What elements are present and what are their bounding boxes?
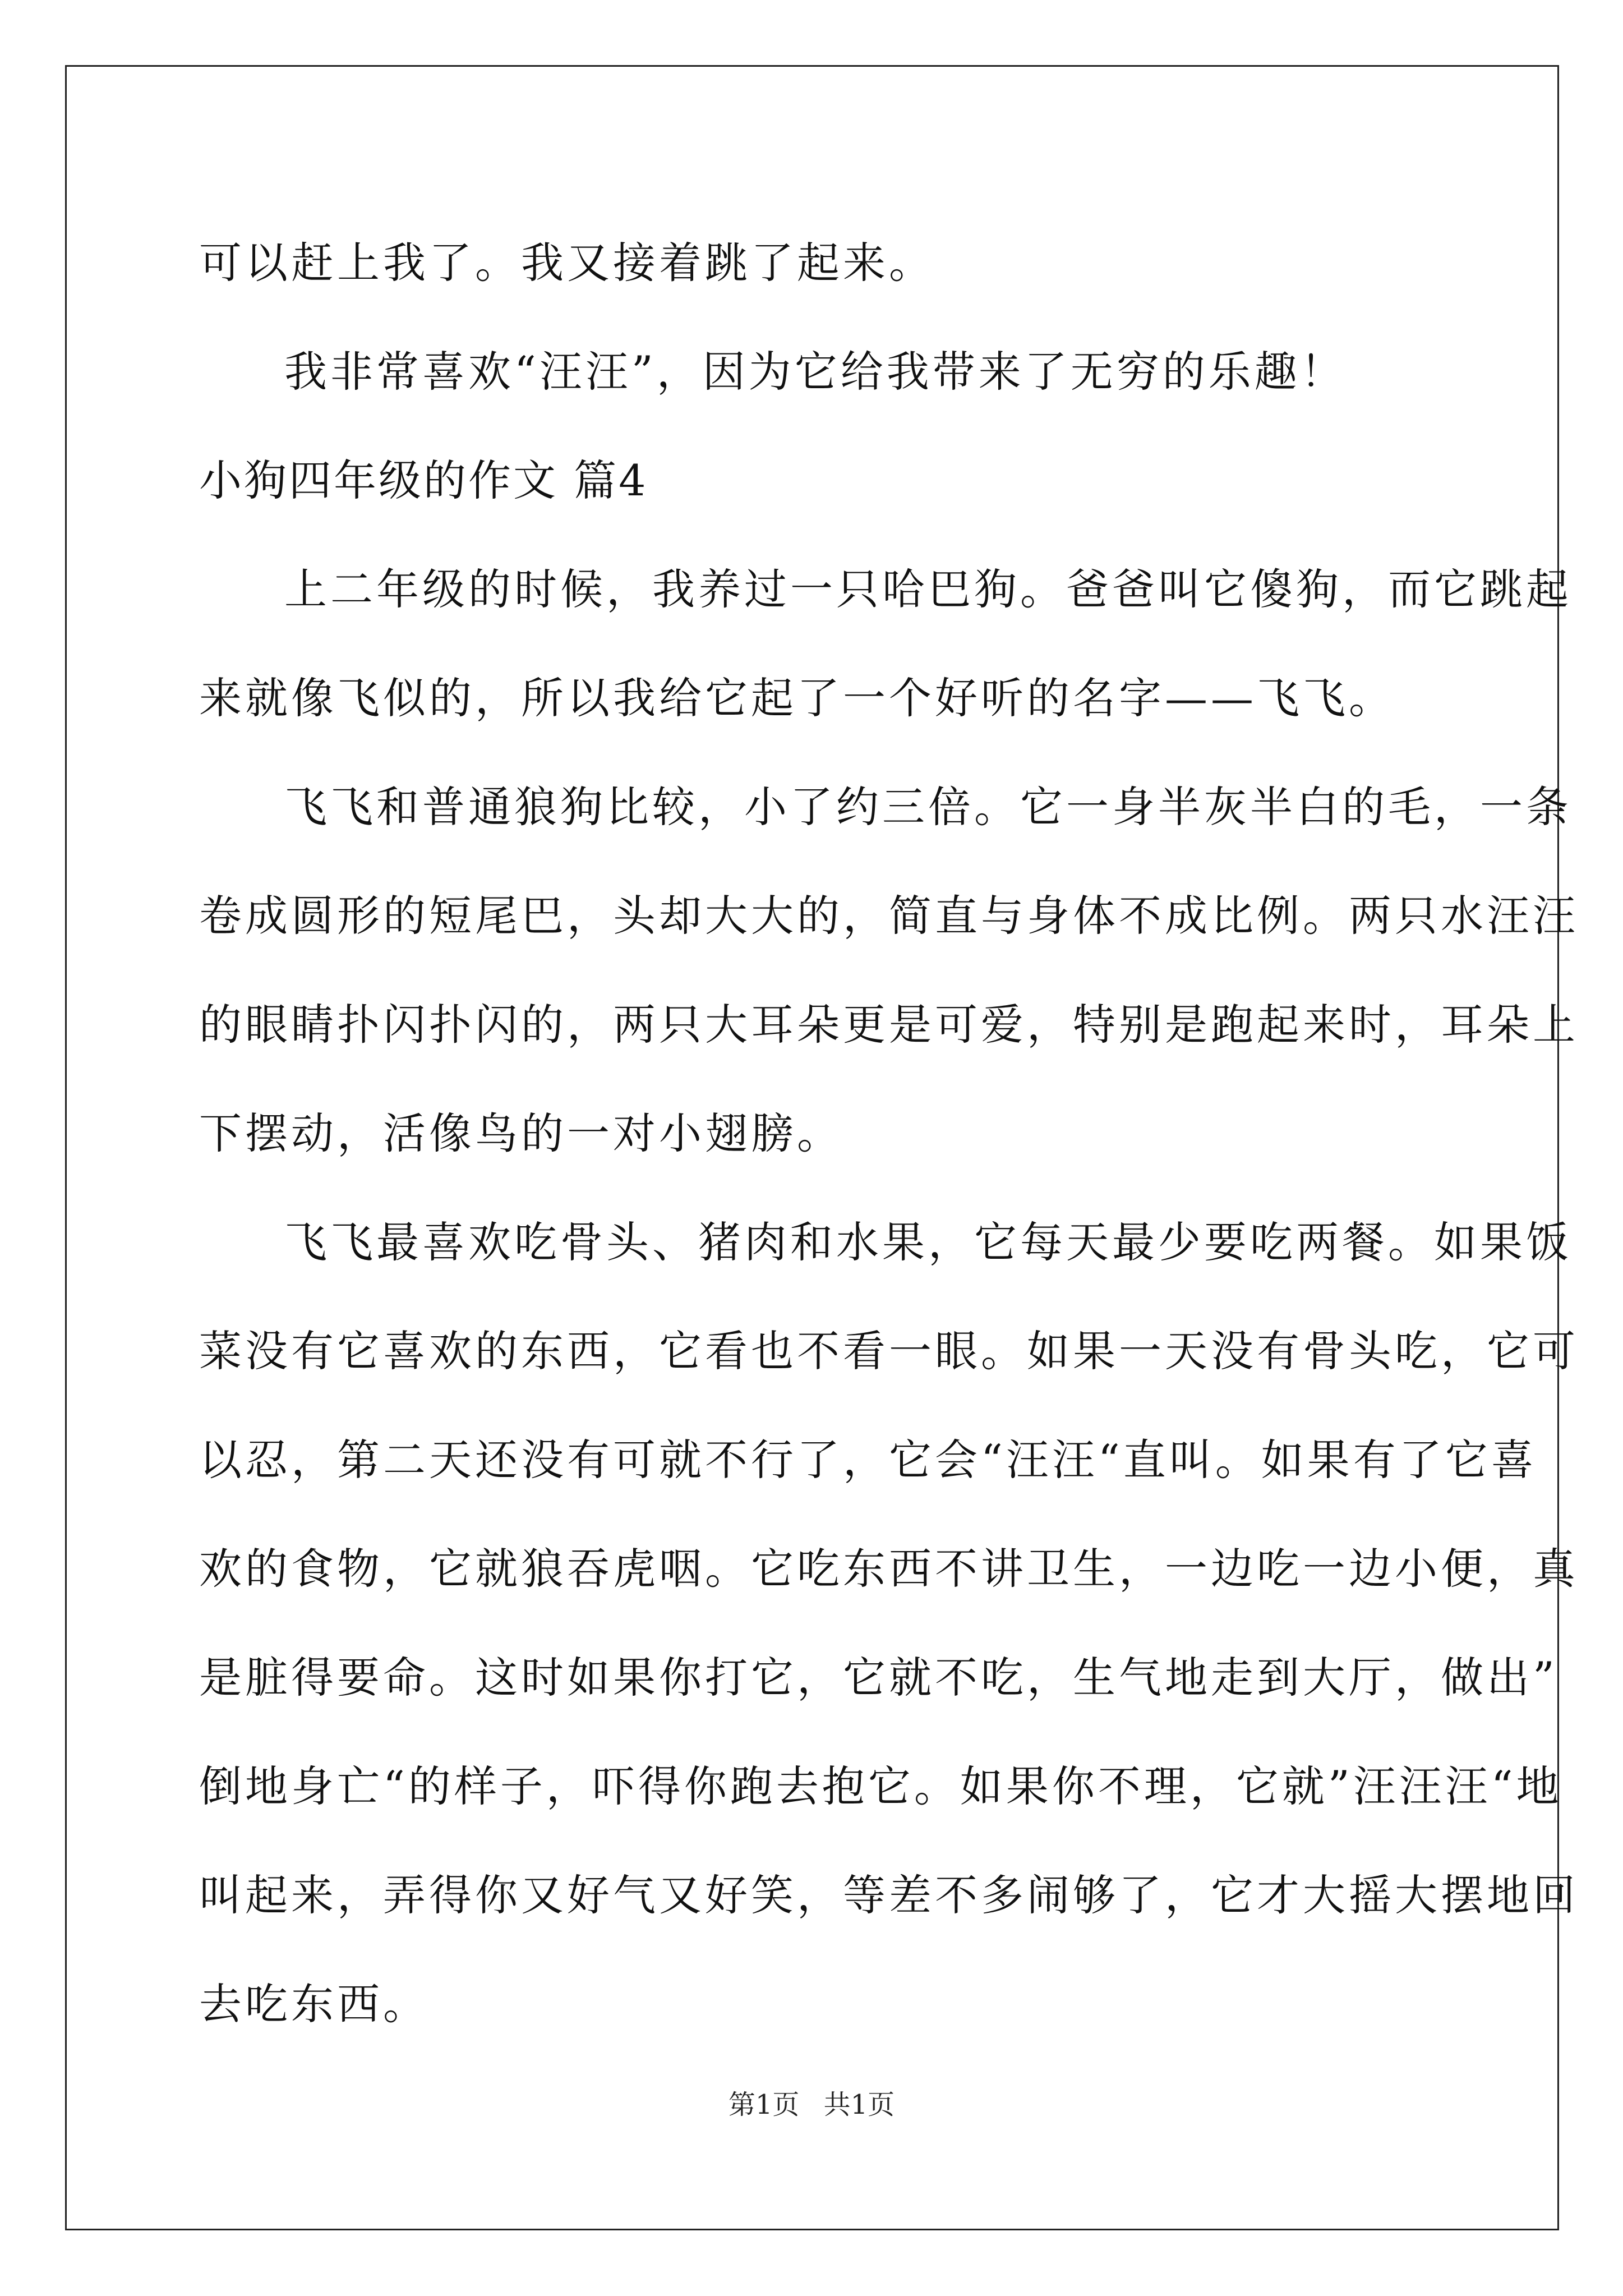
page-number-current: 第1页 xyxy=(728,2089,800,2120)
text-line-15: 倒地身亡“的样子，吓得你跑去抱它。如果你不理，它就”汪汪汪“地 xyxy=(199,1761,1562,1811)
section-heading: 小狗四年级的作文 篇4 xyxy=(199,455,648,505)
text-line-1: 可以赶上我了。我又接着跳了起来。 xyxy=(199,238,935,288)
page-footer xyxy=(0,2088,1623,2122)
text-line-13: 欢的食物，它就狼吞虎咽。它吃东西不讲卫生，一边吃一边小便，真 xyxy=(199,1544,1579,1594)
text-line-12: 以忍，第二天还没有可就不行了，它会“汪汪“直叫。如果有了它喜 xyxy=(199,1435,1537,1485)
text-line-16: 叫起来，弄得你又好气又好笑，等差不多闹够了，它才大摇大摆地回 xyxy=(199,1870,1579,1920)
text-line-8: 的眼睛扑闪扑闪的，两只大耳朵更是可爱，特别是跑起来时，耳朵上 xyxy=(199,1000,1579,1050)
page-number-total: 共1页 xyxy=(823,2089,895,2120)
text-line-11: 菜没有它喜欢的东西，它看也不看一眼。如果一天没有骨头吃，它可 xyxy=(199,1326,1579,1376)
text-line-5: 来就像飞似的，所以我给它起了一个好听的名字——飞飞。 xyxy=(199,673,1395,723)
document-body xyxy=(199,209,1579,2059)
text-line-7: 卷成圆形的短尾巴，头却大大的，简直与身体不成比例。两只水汪汪 xyxy=(199,891,1579,941)
text-line-6: 飞飞和普通狼狗比较，小了约三倍。它一身半灰半白的毛，一条 xyxy=(284,782,1572,832)
text-line-14: 是脏得要命。这时如果你打它，它就不吃，生气地走到大厅，做出” xyxy=(199,1653,1558,1703)
text-line-2: 我非常喜欢“汪汪”，因为它给我带来了无穷的乐趣！ xyxy=(284,347,1347,397)
text-line-17: 去吃东西。 xyxy=(199,1979,429,2029)
text-line-9: 下摆动，活像鸟的一对小翅膀。 xyxy=(199,1108,843,1158)
text-line-4: 上二年级的时候，我养过一只哈巴狗。爸爸叫它傻狗，而它跳起 xyxy=(284,564,1572,614)
text-line-10: 飞飞最喜欢吃骨头、猪肉和水果，它每天最少要吃两餐。如果饭 xyxy=(284,1217,1572,1267)
